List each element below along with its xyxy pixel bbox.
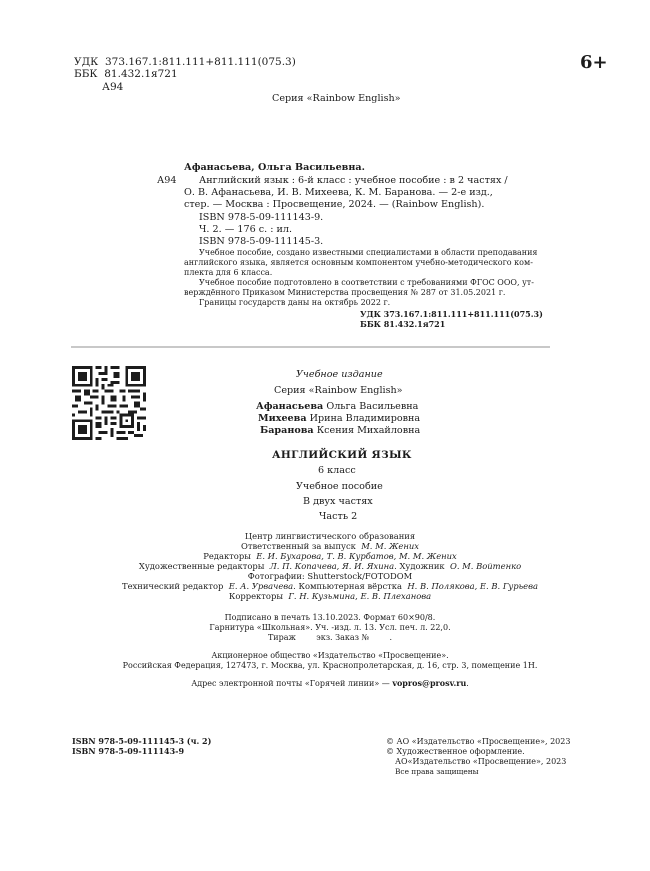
copyright-3: АО«Издательство «Просвещение», 2023 bbox=[395, 757, 567, 766]
age-rating: 6+ bbox=[580, 52, 608, 73]
author-2-name: Ирина Владимировна bbox=[309, 413, 421, 424]
tech-editor-name: Е. А. Урвачева. bbox=[228, 581, 296, 591]
copyright-1: © АО «Издательство «Просвещение», 2023 bbox=[386, 737, 571, 746]
annotation-2-line-1: Учебное пособие подготовлено в соответствии с требованиями ФГОС ООО, ут- bbox=[199, 278, 534, 287]
udk-line bbox=[74, 56, 296, 68]
footer-isbn-full: ISBN 978-5-09-111143-9 bbox=[72, 746, 185, 756]
series-header: Серия «Rainbow English» bbox=[272, 93, 401, 104]
annotation-1-line-3: плекта для 6 класса. bbox=[184, 268, 273, 277]
hotline-email[interactable]: vopros@prosv.ru bbox=[392, 678, 467, 688]
record-desc-1: Английский язык : 6-й класс : учебное пособие : в 2 частях / bbox=[199, 175, 508, 186]
hotline-label: Адрес электронной почты «Горячей линии» — bbox=[191, 679, 390, 688]
credits-responsible bbox=[100, 541, 560, 552]
layout-names: Н. В. Полякова, Е. В. Гурьева bbox=[407, 581, 538, 591]
book-type: Учебное пособие bbox=[296, 481, 383, 492]
tech-editor-label: Технический редактор bbox=[121, 581, 224, 591]
author-2-surname: Михеева bbox=[258, 413, 307, 424]
annotation-2-line-2: верждённого Приказом Министерства просвещения № 287 от 31.05.2021 г. bbox=[184, 288, 506, 297]
footer-isbn-part: ISBN 978-5-09-111145-3 (ч. 2) bbox=[72, 736, 212, 746]
annotation-3: Границы государств даны на октябрь 2022 г. bbox=[199, 298, 391, 307]
author-heading: Афанасьева, Ольга Васильевна. bbox=[184, 162, 365, 173]
art-editors-label: Художественные редакторы bbox=[138, 561, 265, 571]
grade: 6 класс bbox=[318, 465, 356, 476]
publisher-name: Акционерное общество «Издательство «Просвещение». bbox=[211, 651, 449, 660]
credits-center: Центр лингвистического образования bbox=[244, 531, 416, 541]
edition-type: Учебное издание bbox=[296, 369, 383, 380]
record-desc-2: О. В. Афанасьева, И. В. Михеева, К. М. Баранова. — 2-е изд., bbox=[184, 187, 493, 198]
responsible-label: Ответственный за выпуск bbox=[240, 541, 356, 551]
author-1-name: Ольга Васильевна bbox=[326, 401, 419, 412]
record-desc-3: стер. — Москва : Просвещение, 2024. — (Rainbow English). bbox=[184, 199, 485, 210]
editors-names: Е. И. Бухарова, Т. В. Курбатов, М. М. Жених bbox=[256, 551, 457, 561]
print-typeface: Гарнитура «Школьная». Уч. -изд. л. 13. Усл. печ. л. 22,0. bbox=[209, 623, 451, 632]
bbk-label: ББК bbox=[74, 68, 98, 80]
imprint-author-2 bbox=[258, 413, 420, 424]
author-1-surname: Афанасьева bbox=[256, 401, 324, 412]
credits-editors bbox=[100, 551, 560, 562]
author-mark: А94 bbox=[102, 81, 124, 93]
publisher-address: Российская Федерация, 127473, г. Москва, ул. Краснопролетарская, д. 16, стр. 3, помещение 1Н. bbox=[122, 661, 538, 670]
bbk-bottom: ББК 81.432.1я721 bbox=[360, 319, 446, 329]
part-number: Часть 2 bbox=[319, 511, 358, 522]
udk-label: УДК bbox=[74, 56, 99, 68]
udk-value: 373.167.1:811.111+811.111(075.3) bbox=[104, 56, 296, 68]
record-mark: А94 bbox=[157, 175, 177, 186]
proofreaders-names: Г. Н. Кузьмина, Е. В. Плеханова bbox=[288, 591, 432, 601]
layout-label: Компьютерная вёрстка bbox=[298, 581, 403, 591]
responsible-name: М. М. Жених bbox=[361, 541, 420, 551]
annotation-1-line-1: Учебное пособие, создано известными специалистами в области преподавания bbox=[199, 248, 538, 257]
artist-name: О. М. Войтенко bbox=[449, 561, 522, 571]
parts: В двух частях bbox=[303, 496, 373, 507]
author-3-surname: Баранова bbox=[260, 425, 314, 436]
annotation-1-line-2: английского языка, является основным компонентом учебно-методического ком- bbox=[184, 258, 533, 267]
author-3-name: Ксения Михайловна bbox=[316, 425, 421, 436]
book-title: АНГЛИЙСКИЙ ЯЗЫК bbox=[272, 449, 412, 461]
record-isbn-full: ISBN 978-5-09-111143-9. bbox=[199, 212, 324, 223]
imprint-author-3 bbox=[260, 425, 420, 436]
section-divider bbox=[71, 346, 550, 348]
proofreaders-label: Корректоры bbox=[228, 591, 283, 601]
credits-art-editors bbox=[80, 561, 580, 572]
bbk-value: 81.432.1я721 bbox=[104, 68, 178, 80]
credits-photos: Фотографии: Shutterstock/FOTODOM bbox=[247, 571, 413, 581]
print-signed: Подписано в печать 13.10.2023. Формат 60×90/8. bbox=[224, 613, 436, 622]
publisher-hotline: Адрес электронной почты «Горячей линии» — vopros@prosv.ru. bbox=[191, 678, 469, 688]
credits-tech bbox=[60, 581, 600, 592]
print-run: Тираж экз. Заказ № . bbox=[267, 633, 393, 642]
art-editors-names: Л. П. Копачева, Я. И. Яхина. bbox=[269, 561, 397, 571]
udk-bottom: УДК 373.167.1:811.111+811.111(075.3) bbox=[360, 309, 543, 319]
rights-reserved: Все права защищены bbox=[395, 767, 479, 776]
qr-code-icon bbox=[72, 366, 146, 440]
record-part-info: Ч. 2. — 176 с. : ил. bbox=[199, 224, 293, 235]
imprint-author-1 bbox=[256, 401, 418, 412]
record-isbn-part: ISBN 978-5-09-111145-3. bbox=[199, 236, 324, 247]
copyright-2: © Художественное оформление. bbox=[386, 747, 525, 756]
artist-label: Художник bbox=[399, 561, 445, 571]
imprint-series: Серия «Rainbow English» bbox=[274, 385, 403, 396]
editors-label: Редакторы bbox=[203, 551, 251, 561]
credits-proofreaders bbox=[100, 591, 560, 602]
bbk-line bbox=[74, 68, 178, 80]
